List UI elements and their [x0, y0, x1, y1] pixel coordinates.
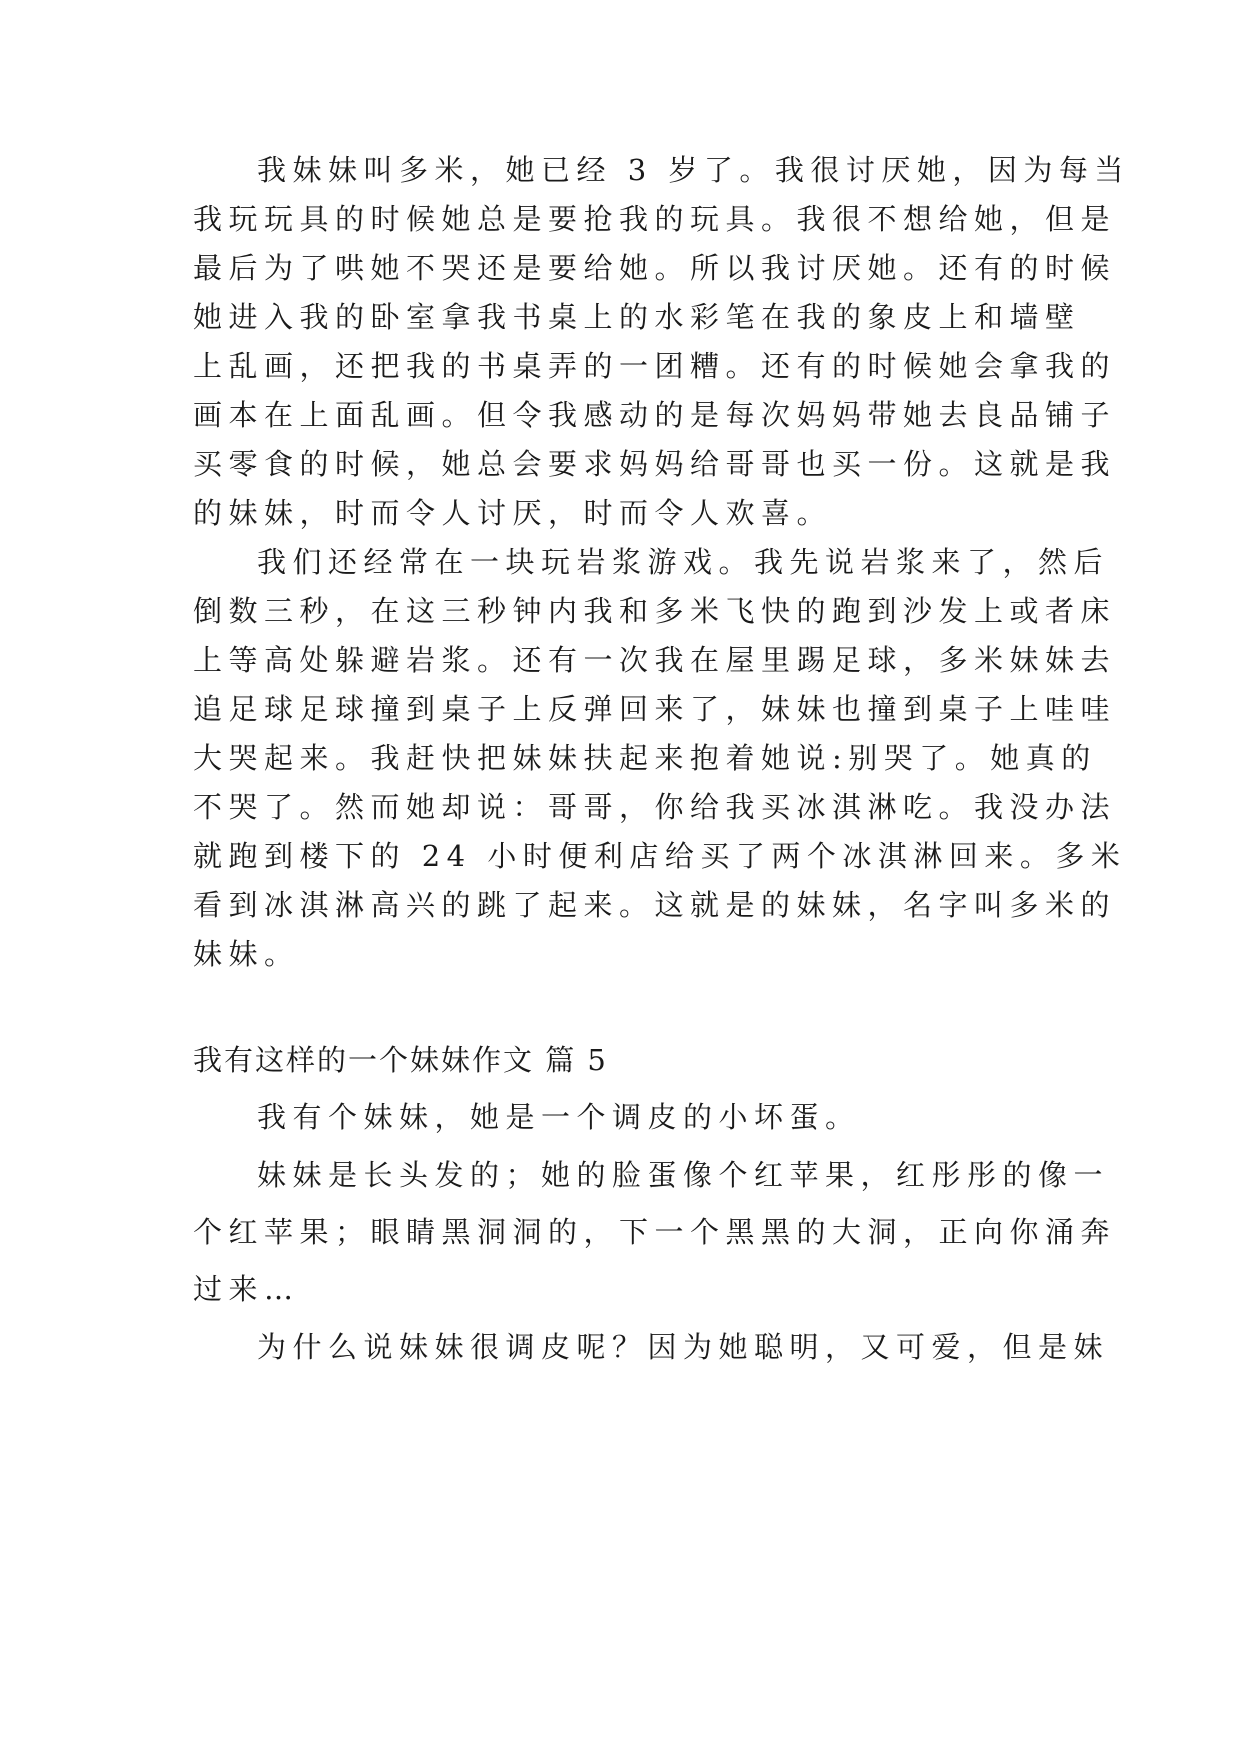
paragraph-2-line: 不哭了。然而她却说：哥哥，你给我买冰淇淋吃。我没办法 — [193, 790, 1117, 824]
paragraph-2-line: 看到冰淇淋高兴的跳了起来。这就是的妹妹，名字叫多米的 — [193, 888, 1117, 922]
paragraph-2-line: 上等高处躲避岩浆。还有一次我在屋里踢足球，多米妹妹去 — [193, 643, 1117, 677]
paragraph-1-line: 我妹妹叫多米，她已经 3 岁了。我很讨厌她，因为每当 — [257, 153, 1130, 187]
section-heading: 我有这样的一个妹妹作文 篇 5 — [193, 1043, 608, 1077]
paragraph-2-line: 妹妹。 — [193, 937, 300, 971]
paragraph-1-line: 的妹妹，时而令人讨厌，时而令人欢喜。 — [193, 496, 833, 530]
paragraph-3-line: 我有个妹妹，她是一个调皮的小坏蛋。 — [257, 1100, 861, 1134]
paragraph-1-line: 她进入我的卧室拿我书桌上的水彩笔在我的象皮上和墙壁 — [193, 300, 1081, 334]
paragraph-5-line: 为什么说妹妹很调皮呢？因为她聪明，又可爱，但是妹 — [257, 1330, 1110, 1364]
paragraph-1-line: 最后为了哄她不哭还是要给她。所以我讨厌她。还有的时候 — [193, 251, 1117, 285]
paragraph-2-line: 倒数三秒，在这三秒钟内我和多米飞快的跑到沙发上或者床 — [193, 594, 1117, 628]
paragraph-4-line: 过来… — [193, 1272, 300, 1306]
paragraph-1-line: 我玩玩具的时候她总是要抢我的玩具。我很不想给她，但是 — [193, 202, 1117, 236]
paragraph-4-line: 个红苹果；眼睛黑洞洞的，下一个黑黑的大洞，正向你涌奔 — [193, 1215, 1117, 1249]
paragraph-1-line: 上乱画，还把我的书桌弄的一团糟。还有的时候她会拿我的 — [193, 349, 1117, 383]
paragraph-2-line: 大哭起来。我赶快把妹妹扶起来抱着她说:别哭了。她真的 — [193, 741, 1097, 775]
paragraph-1-line: 买零食的时候，她总会要求妈妈给哥哥也买一份。这就是我 — [193, 447, 1117, 481]
paragraph-2-line: 就跑到楼下的 24 小时便利店给买了两个冰淇淋回来。多米 — [193, 839, 1127, 873]
paragraph-2-line: 我们还经常在一块玩岩浆游戏。我先说岩浆来了，然后 — [257, 545, 1110, 579]
paragraph-2-line: 追足球足球撞到桌子上反弹回来了，妹妹也撞到桌子上哇哇 — [193, 692, 1117, 726]
paragraph-1-line: 画本在上面乱画。但令我感动的是每次妈妈带她去良品铺子 — [193, 398, 1117, 432]
paragraph-4-line: 妹妹是长头发的；她的脸蛋像个红苹果，红彤彤的像一 — [257, 1158, 1110, 1192]
